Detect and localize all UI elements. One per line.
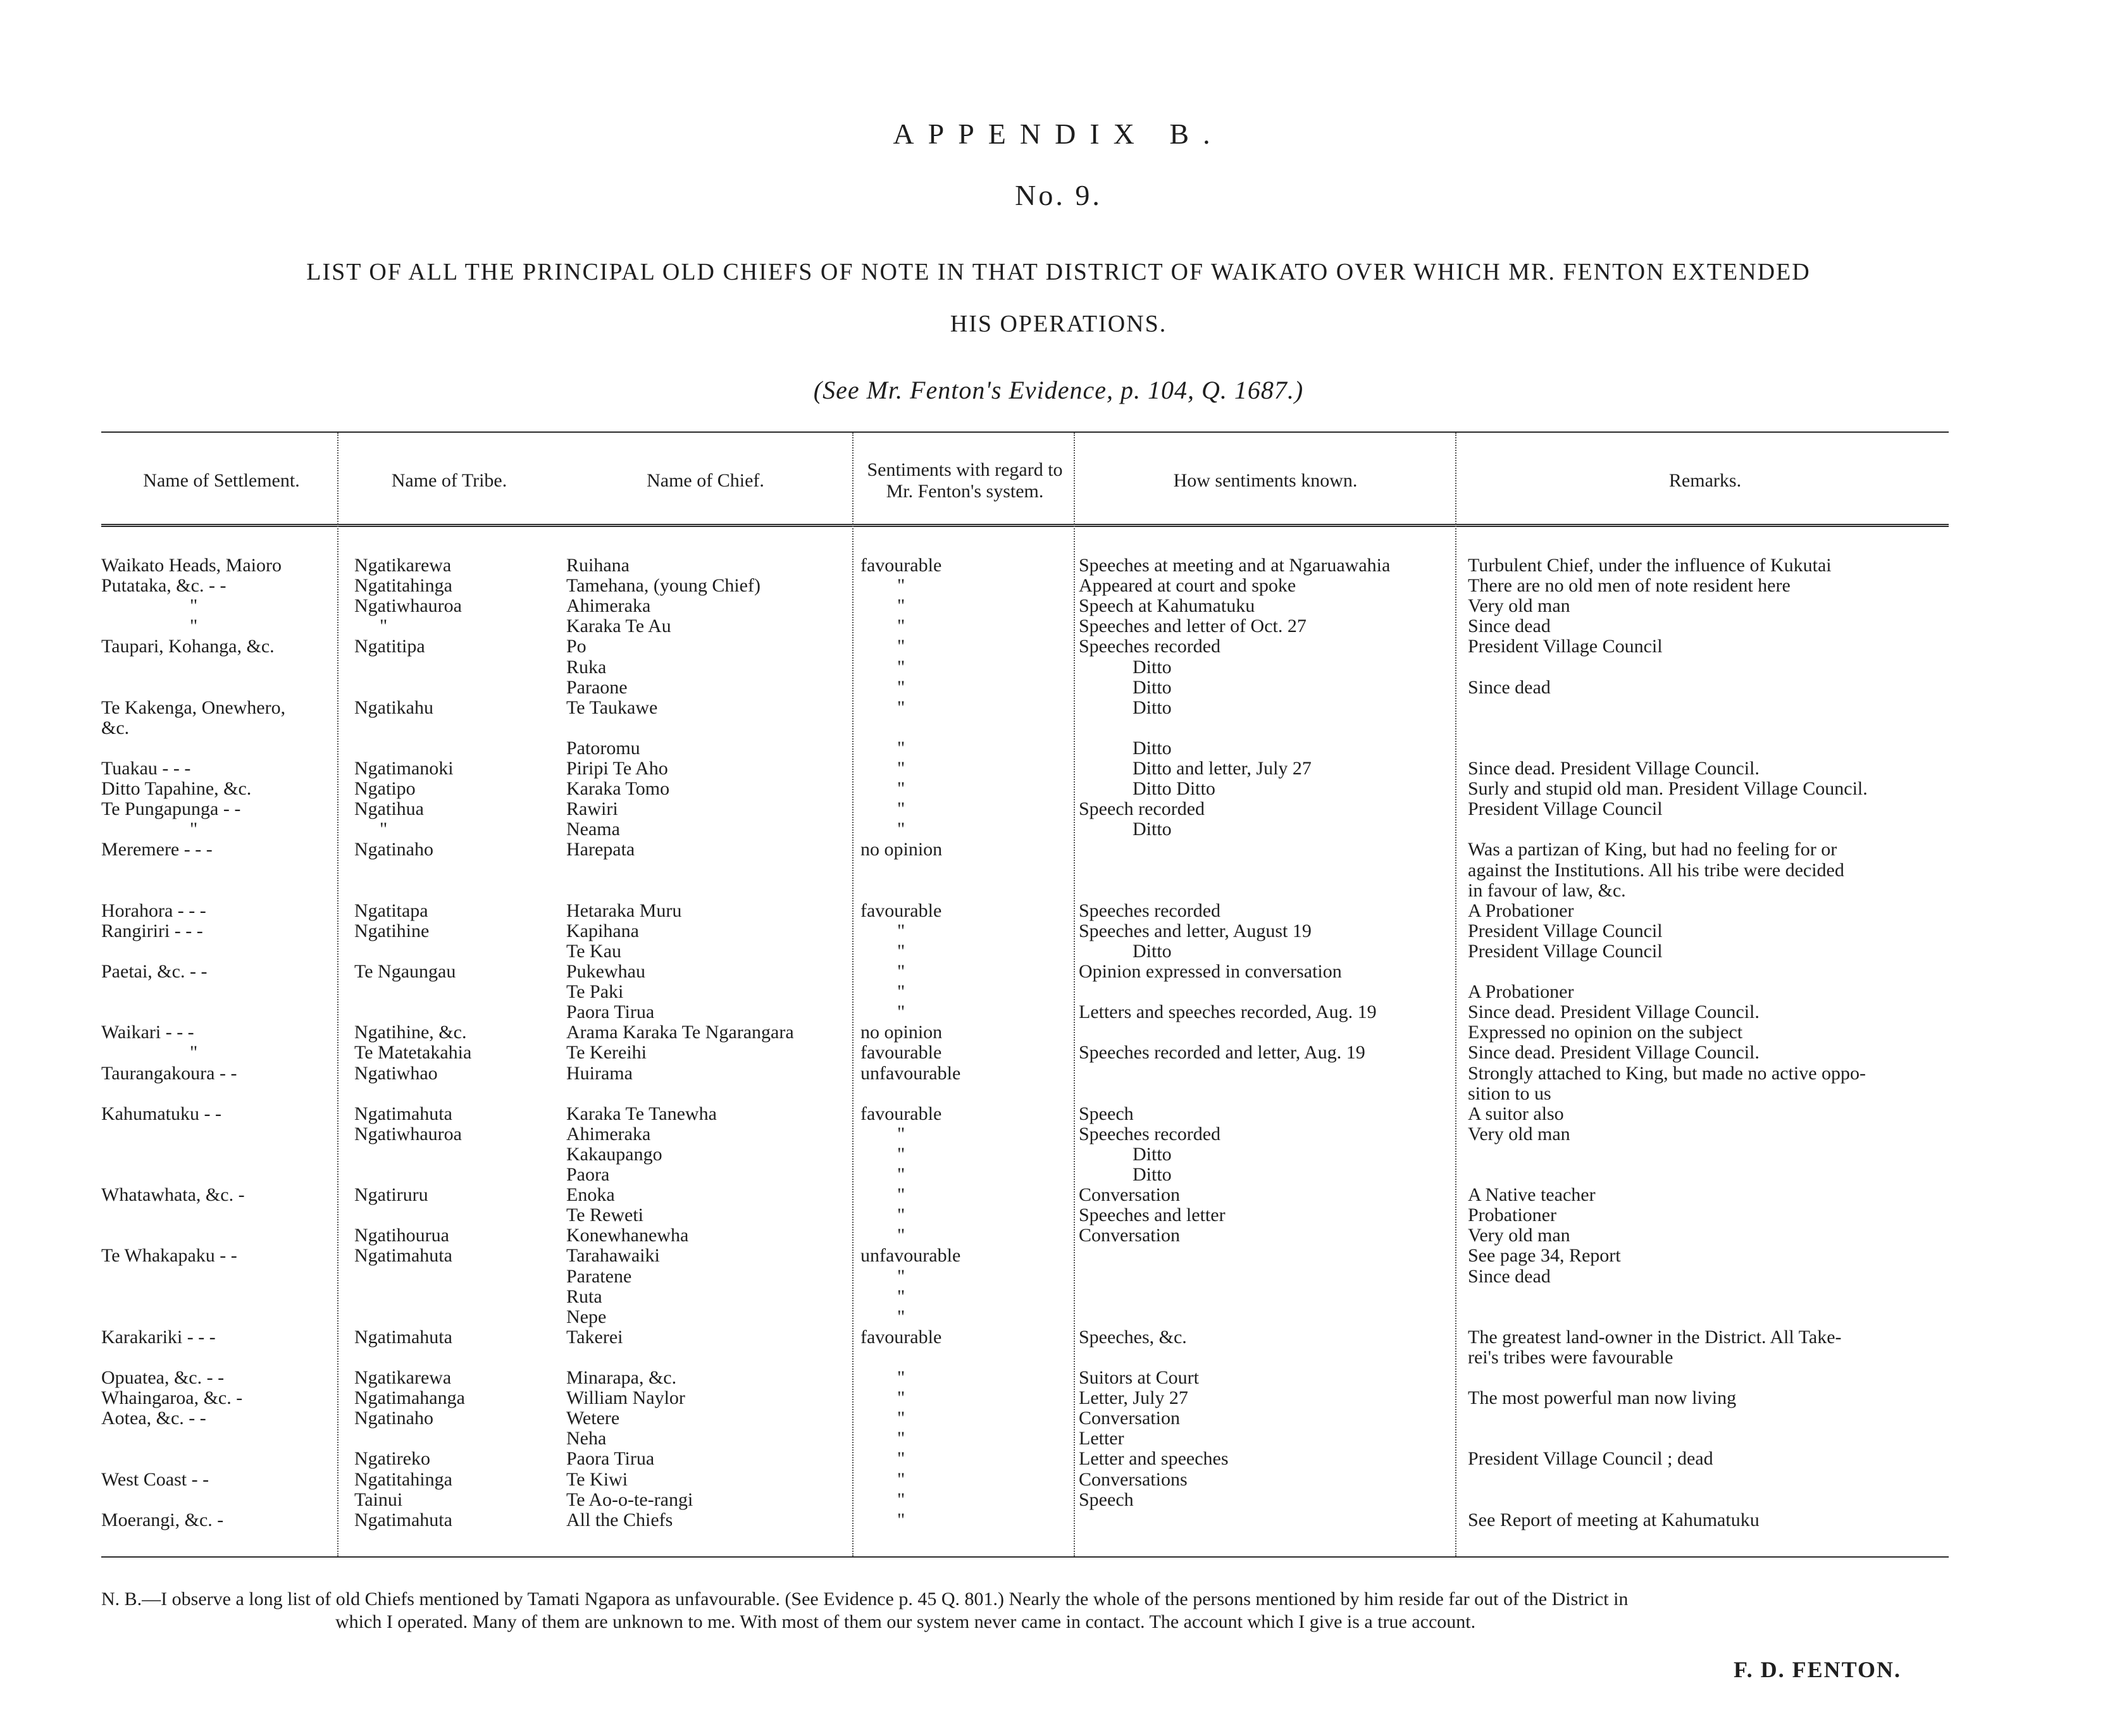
remarks-cell: Since dead (1468, 616, 1551, 636)
sentiment-cell: " (897, 575, 905, 596)
how-known-cell: Letter, July 27 (1079, 1387, 1188, 1408)
settlement-cell: Taupari, Kohanga, &c. (101, 636, 275, 657)
sentiment-cell: " (897, 1367, 905, 1388)
table-row (0, 1429, 2117, 1449)
settlement-cell: Waikato Heads, Maioro (101, 555, 282, 576)
chief-cell: Te Paki (566, 981, 624, 1002)
tribe-cell: Ngatimahuta (354, 1103, 452, 1124)
chief-cell: Po (566, 636, 587, 657)
settlement-cell: Ditto Tapahine, &c. (101, 778, 252, 799)
tribe-cell: Ngatitahinga (354, 1469, 452, 1490)
tribe-cell: Te Ngaungau (354, 961, 456, 982)
how-known-cell: Speeches and letter of Oct. 27 (1079, 616, 1307, 636)
table-row (0, 1307, 2117, 1327)
how-known-cell: Suitors at Court (1079, 1367, 1200, 1388)
sentiment-cell: " (897, 1286, 905, 1307)
how-known-cell: Appeared at court and spoke (1079, 575, 1296, 596)
sentiment-cell: " (897, 738, 905, 759)
how-known-cell: Speech recorded (1079, 798, 1205, 819)
footnote-line-1: N. B.—I observe a long list of old Chiefs mentioned by Tamati Ngapora as unfavourable. (See Evidence p. 45 Q. 801.) Nearly the whole of the persons mentioned by him reside far out of the District in (101, 1589, 1629, 1609)
how-known-cell: Letter and speeches (1079, 1448, 1229, 1469)
tribe-cell: Ngatitahinga (354, 575, 452, 596)
chief-cell: Te Kiwi (566, 1469, 628, 1490)
chief-cell: Kapihana (566, 921, 639, 941)
chief-cell: Ruta (566, 1286, 602, 1307)
settlement-cell: Te Whakapaku - - (101, 1245, 237, 1266)
remarks-cell: Expressed no opinion on the subject (1468, 1022, 1743, 1043)
how-known-cell: Speech (1079, 1489, 1134, 1510)
sentiment-cell: " (897, 595, 905, 616)
chief-cell: Konewhanewha (566, 1225, 689, 1246)
sentiment-cell: " (897, 616, 905, 636)
how-known-cell: Ditto (1133, 819, 1172, 840)
table-row (0, 1002, 2117, 1022)
sentiment-cell: " (897, 819, 905, 840)
remarks-cell: Since dead. President Village Council. (1468, 1042, 1760, 1063)
table-row (0, 636, 2117, 657)
settlement-cell: " (190, 1042, 198, 1063)
settlement-cell: Horahora - - - (101, 900, 206, 921)
sentiment-cell: " (897, 1184, 905, 1205)
table-row (0, 1043, 2117, 1063)
chief-cell: Kakaupango (566, 1144, 662, 1165)
table-row (0, 799, 2117, 819)
table-row (0, 941, 2117, 962)
tribe-cell: Ngatireko (354, 1448, 430, 1469)
sentiment-cell: " (897, 1266, 905, 1287)
how-known-cell: Letter (1079, 1428, 1124, 1449)
table-row (0, 1408, 2117, 1429)
settlement-cell: " (190, 819, 198, 840)
how-known-cell: Speech at Kahumatuku (1079, 595, 1255, 616)
sentiment-cell: " (897, 798, 905, 819)
how-known-cell: Conversation (1079, 1408, 1180, 1429)
table-row (0, 718, 2117, 738)
sentiment-cell: " (897, 636, 905, 657)
settlement-cell: Aotea, &c. - - (101, 1408, 206, 1429)
table-row (0, 921, 2117, 941)
remarks-cell: sition to us (1468, 1083, 1551, 1104)
table-row (0, 1205, 2117, 1225)
tribe-cell: Ngatikahu (354, 697, 433, 718)
remarks-cell: against the Institutions. All his tribe were decided (1468, 860, 1844, 881)
column-header-remarks: Remarks. (1668, 470, 1742, 491)
chief-cell: Tamehana, (young Chief) (566, 575, 761, 596)
table-row (0, 1470, 2117, 1490)
tribe-cell: Ngatitapa (354, 900, 428, 921)
chief-cell: Huirama (566, 1063, 633, 1084)
evidence-reference: (See Mr. Fenton's Evidence, p. 104, Q. 1687.) (813, 376, 1304, 404)
document-number: No. 9. (1015, 179, 1102, 211)
table-row (0, 738, 2117, 759)
how-known-cell: Conversations (1079, 1469, 1188, 1490)
sentiment-cell: " (897, 1408, 905, 1429)
how-known-cell: Speeches recorded (1079, 900, 1221, 921)
tribe-cell: Ngatimahuta (354, 1327, 452, 1348)
chief-cell: Harepata (566, 839, 635, 860)
sentiment-cell: favourable (860, 1103, 942, 1124)
sentiment-cell: unfavourable (860, 1063, 961, 1084)
table-row (0, 840, 2117, 860)
table-bottom-rule (101, 1556, 1949, 1558)
remarks-cell: Since dead. President Village Council. (1468, 758, 1760, 779)
sentiment-cell: " (897, 1306, 905, 1327)
chief-cell: William Naylor (566, 1387, 685, 1408)
sentiment-cell: " (897, 1428, 905, 1449)
chief-cell: Paora Tirua (566, 1001, 655, 1022)
table-row (0, 1287, 2117, 1307)
how-known-cell: Ditto (1133, 1164, 1172, 1185)
chief-cell: Enoka (566, 1184, 615, 1205)
table-row (0, 1449, 2117, 1469)
remarks-cell: A Probationer (1468, 981, 1574, 1002)
table-row (0, 657, 2117, 678)
table-row (0, 982, 2117, 1002)
sentiment-cell: favourable (860, 1327, 942, 1348)
tribe-cell: " (380, 616, 388, 636)
chief-cell: Ruka (566, 657, 607, 678)
table-row (0, 962, 2117, 982)
chief-cell: Piripi Te Aho (566, 758, 668, 779)
how-known-cell: Ditto (1133, 1144, 1172, 1165)
remarks-cell: Very old man (1468, 595, 1570, 616)
chief-cell: Paraone (566, 677, 628, 698)
sentiment-cell: favourable (860, 555, 942, 576)
remarks-cell: Probationer (1468, 1205, 1556, 1225)
settlement-cell: Whatawhata, &c. - (101, 1184, 245, 1205)
sentiment-cell: " (897, 961, 905, 982)
remarks-cell: Very old man (1468, 1225, 1570, 1246)
sentiment-cell: " (897, 1205, 905, 1225)
how-known-cell: Speeches recorded (1079, 1124, 1221, 1144)
remarks-cell: Since dead (1468, 677, 1551, 698)
how-known-cell: Ditto (1133, 941, 1172, 962)
sentiment-cell: unfavourable (860, 1245, 961, 1266)
document-title-line-2: HIS OPERATIONS. (950, 311, 1167, 337)
remarks-cell: rei's tribes were favourable (1468, 1347, 1673, 1368)
tribe-cell: Ngatikarewa (354, 1367, 452, 1388)
chief-cell: Paora Tirua (566, 1448, 655, 1469)
sentiment-cell: " (897, 1001, 905, 1022)
chief-cell: Te Taukawe (566, 697, 658, 718)
tribe-cell: Ngatiruru (354, 1184, 428, 1205)
table-row (0, 1124, 2117, 1144)
table-row (0, 759, 2117, 779)
remarks-cell: Strongly attached to King, but made no active oppo- (1468, 1063, 1866, 1084)
column-header-sentiments: Sentiments with regard to Mr. Fenton's system. (867, 459, 1063, 502)
settlement-cell: Waikari - - - (101, 1022, 194, 1043)
chief-cell: Ahimeraka (566, 595, 651, 616)
appendix-heading: APPENDIX B. (893, 118, 1224, 150)
chief-cell: Arama Karaka Te Ngarangara (566, 1022, 794, 1043)
table-row (0, 1225, 2117, 1246)
how-known-cell: Speeches and letter (1079, 1205, 1226, 1225)
sentiment-cell: " (897, 1489, 905, 1510)
sentiment-cell: " (897, 981, 905, 1002)
sentiment-cell: " (897, 1387, 905, 1408)
settlement-cell: " (190, 616, 198, 636)
remarks-cell: See Report of meeting at Kahumatuku (1468, 1510, 1760, 1530)
chief-cell: Hetaraka Muru (566, 900, 682, 921)
table-row (0, 1327, 2117, 1348)
chief-cell: Te Ao-o-te-rangi (566, 1489, 693, 1510)
tribe-cell: Ngatipo (354, 778, 416, 799)
table-row (0, 860, 2117, 881)
remarks-cell: in favour of law, &c. (1468, 880, 1626, 901)
sentiment-cell: " (897, 1225, 905, 1246)
how-known-cell: Ditto and letter, July 27 (1133, 758, 1312, 779)
tribe-cell: " (380, 819, 388, 840)
footnote (101, 1588, 1949, 1634)
column-header-how-known: How sentiments known. (1173, 470, 1358, 491)
table-row (0, 1022, 2117, 1043)
remarks-cell: A Probationer (1468, 900, 1574, 921)
remarks-cell: There are no old men of note resident here (1468, 575, 1791, 596)
table-row (0, 819, 2117, 840)
chief-cell: Takerei (566, 1327, 623, 1348)
table-row (0, 1084, 2117, 1104)
how-known-cell: Ditto (1133, 677, 1172, 698)
how-known-cell: Ditto (1133, 738, 1172, 759)
remarks-cell: See page 34, Report (1468, 1245, 1621, 1266)
remarks-cell: President Village Council (1468, 636, 1663, 657)
table-row (0, 1104, 2117, 1124)
settlement-cell: West Coast - - (101, 1469, 209, 1490)
chief-cell: Paora (566, 1164, 610, 1185)
table-row (0, 596, 2117, 616)
remarks-cell: Was a partizan of King, but had no feeling for or (1468, 839, 1837, 860)
remarks-cell: President Village Council ; dead (1468, 1448, 1713, 1469)
remarks-cell: Surly and stupid old man. President Village Council. (1468, 778, 1868, 799)
chief-cell: Te Kau (566, 941, 622, 962)
remarks-cell: President Village Council (1468, 798, 1663, 819)
sentiment-cell: " (897, 1124, 905, 1144)
sentiment-cell: " (897, 1510, 905, 1530)
tribe-cell: Ngatihua (354, 798, 424, 819)
table-row (0, 1246, 2117, 1266)
chief-cell: Neha (566, 1428, 607, 1449)
table-row (0, 1144, 2117, 1165)
document-title-line-1: LIST OF ALL THE PRINCIPAL OLD CHIEFS OF NOTE IN THAT DISTRICT OF WAIKATO OVER WHICH MR. FENTON EXTENDED (306, 259, 1811, 285)
remarks-cell: A suitor also (1468, 1103, 1564, 1124)
settlement-cell: &c. (101, 717, 130, 738)
sentiment-cell: " (897, 941, 905, 962)
remarks-cell: Since dead (1468, 1266, 1551, 1287)
how-known-cell: Speeches recorded and letter, Aug. 19 (1079, 1042, 1365, 1063)
settlement-cell: Tuakau - - - (101, 758, 191, 779)
footnote-line-2: which I operated. Many of them are unknown to me. With most of them our system never came in contact. The account which I give is a true account. (335, 1611, 1476, 1632)
table-row (0, 881, 2117, 901)
table-row (0, 678, 2117, 698)
sentiment-cell: favourable (860, 1042, 942, 1063)
how-known-cell: Speeches, &c. (1079, 1327, 1187, 1348)
chief-cell: Minarapa, &c. (566, 1367, 677, 1388)
chief-cell: Karaka Te Tanewha (566, 1103, 717, 1124)
tribe-cell: Ngatimahanga (354, 1387, 465, 1408)
chief-cell: Ruihana (566, 555, 630, 576)
table-row (0, 1348, 2117, 1368)
sentiment-cell: " (897, 778, 905, 799)
table-row (0, 616, 2117, 636)
settlement-cell: Opuatea, &c. - - (101, 1367, 225, 1388)
tribe-cell: Ngatihine (354, 921, 430, 941)
remarks-cell: President Village Council (1468, 941, 1663, 962)
settlement-cell: " (190, 595, 198, 616)
chief-cell: Patoromu (566, 738, 640, 759)
table-row (0, 555, 2117, 576)
settlement-cell: Rangiriri - - - (101, 921, 203, 941)
how-known-cell: Ditto (1133, 697, 1172, 718)
chief-cell: All the Chiefs (566, 1510, 673, 1530)
tribe-cell: Ngatikarewa (354, 555, 452, 576)
column-header-tribe: Name of Tribe. (391, 470, 507, 491)
tribe-cell: Ngatimanoki (354, 758, 454, 779)
how-known-cell: Ditto Ditto (1133, 778, 1215, 799)
sentiment-cell: " (897, 677, 905, 698)
tribe-cell: Ngatinaho (354, 1408, 433, 1429)
how-known-cell: Ditto (1133, 657, 1172, 678)
how-known-cell: Speeches at meeting and at Ngaruawahia (1079, 555, 1391, 576)
settlement-cell: Putataka, &c. - - (101, 575, 227, 596)
remarks-cell: Since dead. President Village Council. (1468, 1001, 1760, 1022)
how-known-cell: Speeches and letter, August 19 (1079, 921, 1312, 941)
sentiment-cell: " (897, 697, 905, 718)
remarks-cell: The greatest land-owner in the District. All Take- (1468, 1327, 1842, 1348)
sentiment-cell: " (897, 1469, 905, 1490)
chief-cell: Rawiri (566, 798, 618, 819)
chief-cell: Te Kereihi (566, 1042, 647, 1063)
tribe-cell: Ngatitipa (354, 636, 425, 657)
how-known-cell: Speeches recorded (1079, 636, 1221, 657)
sentiment-cell: " (897, 921, 905, 941)
settlement-cell: Paetai, &c. - - (101, 961, 208, 982)
sentiment-cell: " (897, 657, 905, 678)
settlement-cell: Whaingaroa, &c. - (101, 1387, 243, 1408)
tribe-cell: Ngatiwhauroa (354, 595, 462, 616)
chief-cell: Karaka Te Au (566, 616, 671, 636)
chief-cell: Wetere (566, 1408, 620, 1429)
table-row (0, 576, 2117, 596)
how-known-cell: Opinion expressed in conversation (1079, 961, 1342, 982)
chief-cell: Karaka Tomo (566, 778, 670, 799)
sentiment-cell: " (897, 1164, 905, 1185)
remarks-cell: A Native teacher (1468, 1184, 1596, 1205)
settlement-cell: Moerangi, &c. - (101, 1510, 224, 1530)
tribe-cell: Ngatinaho (354, 839, 433, 860)
table-row (0, 1165, 2117, 1185)
settlement-cell: Meremere - - - (101, 839, 213, 860)
tribe-cell: Ngatiwhao (354, 1063, 438, 1084)
chief-cell: Pukewhau (566, 961, 645, 982)
tribe-cell: Te Matetakahia (354, 1042, 472, 1063)
tribe-cell: Ngatihine, &c. (354, 1022, 467, 1043)
settlement-cell: Kahumatuku - - (101, 1103, 221, 1124)
chief-cell: Neama (566, 819, 620, 840)
table-row (0, 901, 2117, 921)
sentiment-cell: " (897, 758, 905, 779)
tribe-cell: Ngatiwhauroa (354, 1124, 462, 1144)
table-row (0, 1490, 2117, 1510)
how-known-cell: Conversation (1079, 1225, 1180, 1246)
chief-cell: Te Reweti (566, 1205, 644, 1225)
chief-cell: Ahimeraka (566, 1124, 651, 1144)
how-known-cell: Letters and speeches recorded, Aug. 19 (1079, 1001, 1377, 1022)
tribe-cell: Ngatimahuta (354, 1510, 452, 1530)
column-header-settlement: Name of Settlement. (143, 470, 300, 491)
table-row (0, 1368, 2117, 1388)
how-known-cell: Speech (1079, 1103, 1134, 1124)
sentiment-cell: no opinion (860, 1022, 943, 1043)
how-known-cell: Conversation (1079, 1184, 1180, 1205)
chief-cell: Paratene (566, 1266, 632, 1287)
table-row (0, 779, 2117, 799)
settlement-cell: Karakariki - - - (101, 1327, 216, 1348)
table-row (0, 1063, 2117, 1084)
settlement-cell: Te Pungapunga - - (101, 798, 241, 819)
tribe-cell: Ngatimahuta (354, 1245, 452, 1266)
table-row (0, 1185, 2117, 1205)
table-header-rule (101, 524, 1949, 527)
sentiment-cell: no opinion (860, 839, 943, 860)
table-row (0, 698, 2117, 718)
sentiment-cell: " (897, 1144, 905, 1165)
remarks-cell: Turbulent Chief, under the influence of Kukutai (1468, 555, 1832, 576)
settlement-cell: Taurangakoura - - (101, 1063, 237, 1084)
chief-cell: Tarahawaiki (566, 1245, 660, 1266)
table-row (0, 1510, 2117, 1530)
table-row (0, 1388, 2117, 1408)
sentiment-cell: " (897, 1448, 905, 1469)
tribe-cell: Ngatihourua (354, 1225, 449, 1246)
remarks-cell: The most powerful man now living (1468, 1387, 1737, 1408)
table-row (0, 1267, 2117, 1287)
column-header-chief: Name of Chief. (647, 470, 764, 491)
sentiment-cell: favourable (860, 900, 942, 921)
remarks-cell: Very old man (1468, 1124, 1570, 1144)
tribe-cell: Tainui (354, 1489, 403, 1510)
table-top-rule (101, 431, 1949, 433)
signature: F. D. FENTON. (1734, 1657, 1902, 1682)
remarks-cell: President Village Council (1468, 921, 1663, 941)
chief-cell: Nepe (566, 1306, 607, 1327)
settlement-cell: Te Kakenga, Onewhero, (101, 697, 286, 718)
